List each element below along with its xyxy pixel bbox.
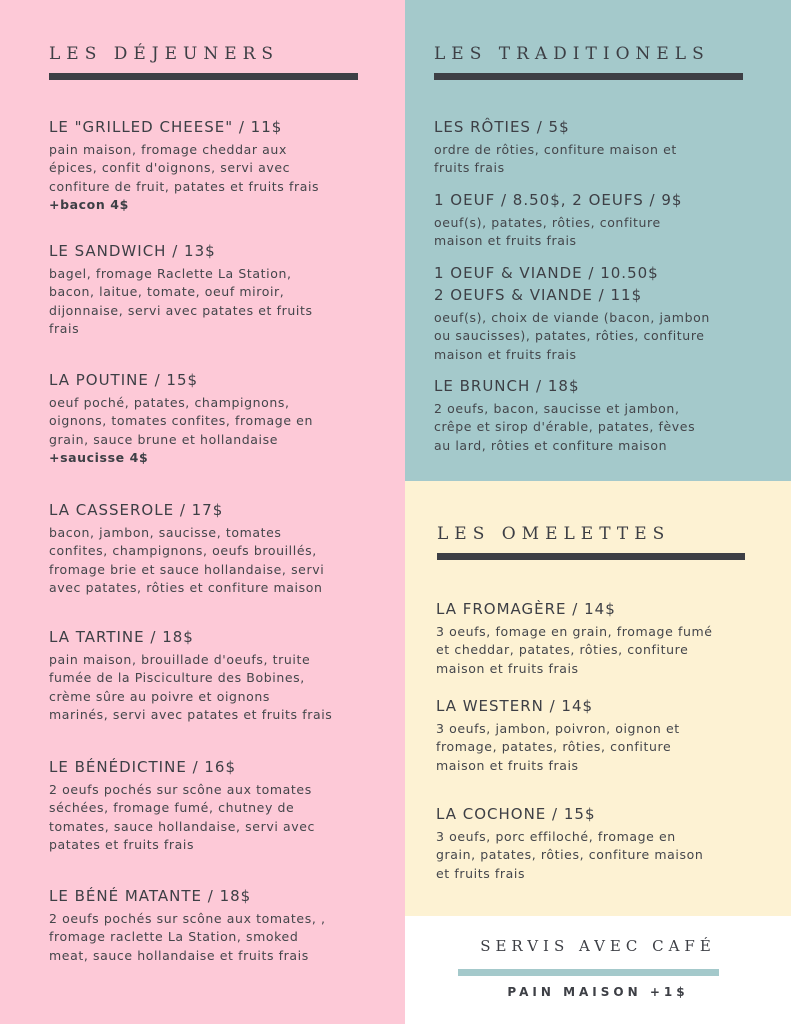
item-title: LA COCHONE / 15$ bbox=[436, 805, 596, 823]
traditionels-rule bbox=[434, 73, 743, 80]
item-description: 2 oeufs pochés sur scône aux tomates séchées, fromage fumé, chutney de tomates, sauce hollandaise, servi avec patates et fruits frais bbox=[49, 782, 315, 852]
menu-item-brunch bbox=[434, 377, 695, 455]
item-title: LE BÉNÉ MATANTE / 18$ bbox=[49, 887, 252, 905]
menu-item-fromagere bbox=[436, 600, 713, 678]
menu-item-roties bbox=[434, 118, 677, 178]
item-title-second: 2 OEUFS & VIANDE / 11$ bbox=[434, 286, 643, 304]
item-description: 2 oeufs pochés sur scône aux tomates, , fromage raclette La Station, smoked meat, sauce hollandaise et fruits frais bbox=[49, 911, 326, 963]
menu-item-tartine bbox=[49, 628, 332, 724]
menu-item-sandwich bbox=[49, 242, 313, 338]
menu-item-cochone bbox=[436, 805, 703, 883]
item-description: pain maison, fromage cheddar aux épices, confit d'oignons, servi avec confiture de fruit, patates et fruits frais bbox=[49, 142, 320, 194]
item-title: LA POUTINE / 15$ bbox=[49, 371, 199, 389]
item-description: 2 oeufs, bacon, saucisse et jambon, crêpe et sirop d'érable, patates, fèves au lard, rôties et confiture maison bbox=[434, 401, 696, 453]
item-title: 1 OEUF / 8.50$, 2 OEUFS / 9$ bbox=[434, 191, 683, 209]
item-title: LE SANDWICH / 13$ bbox=[49, 242, 216, 260]
item-extra: +saucisse 4$ bbox=[49, 449, 149, 465]
item-title: LE BRUNCH / 18$ bbox=[434, 377, 580, 395]
menu-item-poutine bbox=[49, 371, 313, 467]
omelettes-rule bbox=[437, 553, 745, 560]
item-description: 3 oeufs, jambon, poivron, oignon et fromage, patates, rôties, confiture maison et fruits frais bbox=[436, 721, 680, 773]
item-description: oeuf(s), choix de viande (bacon, jambon ou saucisses), patates, rôties, confiture maison et fruits frais bbox=[434, 310, 710, 362]
item-description: 3 oeufs, fomage en grain, fromage fumé et cheddar, patates, rôties, confiture maison et fruits frais bbox=[436, 624, 713, 676]
item-title: LA TARTINE / 18$ bbox=[49, 628, 194, 646]
footer-rule bbox=[458, 969, 719, 976]
item-description: 3 oeufs, porc effiloché, fromage en grain, patates, rôties, confiture maison et fruits frais bbox=[436, 829, 704, 881]
menu-item-bene-matante bbox=[49, 887, 326, 965]
dejeuners-rule bbox=[49, 73, 358, 80]
menu-item-casserole bbox=[49, 501, 324, 597]
item-title: LA CASSEROLE / 17$ bbox=[49, 501, 224, 519]
item-title: LE "GRILLED CHEESE" / 11$ bbox=[49, 118, 283, 136]
item-description: ordre de rôties, confiture maison et fruits frais bbox=[434, 142, 677, 176]
item-extra: +bacon 4$ bbox=[49, 196, 129, 212]
traditionels-heading: LES TRADITIONELS bbox=[434, 44, 710, 64]
item-description: pain maison, brouillade d'oeufs, truite fumée de la Pisciculture des Bobines, crème sûre au poivre et oignons marinés, servi avec patates et fruits frais bbox=[49, 652, 333, 722]
menu-item-grilled-cheese bbox=[49, 118, 319, 214]
menu-item-western bbox=[436, 697, 680, 775]
item-title: 1 OEUF & VIANDE / 10.50$ bbox=[434, 264, 659, 282]
footer-subtitle: PAIN MAISON +1$ bbox=[507, 985, 689, 999]
menu-item-oeufs bbox=[434, 191, 682, 251]
menu-item-oeufs-viande bbox=[434, 264, 710, 364]
menu-item-benedictine bbox=[49, 758, 315, 854]
item-description: oeuf(s), patates, rôties, confiture maison et fruits frais bbox=[434, 215, 661, 249]
item-description: bagel, fromage Raclette La Station, bacon, laitue, tomate, oeuf miroir, dijonnaise, servi avec patates et fruits frais bbox=[49, 266, 313, 336]
item-title: LE BÉNÉDICTINE / 16$ bbox=[49, 758, 237, 776]
item-title: LA FROMAGÈRE / 14$ bbox=[436, 600, 616, 618]
item-title: LA WESTERN / 14$ bbox=[436, 697, 594, 715]
dejeuners-heading: LES DÉJEUNERS bbox=[49, 44, 280, 64]
item-description: oeuf poché, patates, champignons, oignons, tomates confites, fromage en grain, sauce brune et hollandaise bbox=[49, 395, 313, 447]
omelettes-heading: LES OMELETTES bbox=[437, 524, 671, 544]
item-description: bacon, jambon, saucisse, tomates confites, champignons, oeufs brouillés, fromage brie et sauce hollandaise, servi avec patates, rôties et confiture maison bbox=[49, 525, 325, 595]
footer-title: SERVIS AVEC CAFÉ bbox=[480, 937, 716, 955]
item-title: LES RÔTIES / 5$ bbox=[434, 118, 570, 136]
